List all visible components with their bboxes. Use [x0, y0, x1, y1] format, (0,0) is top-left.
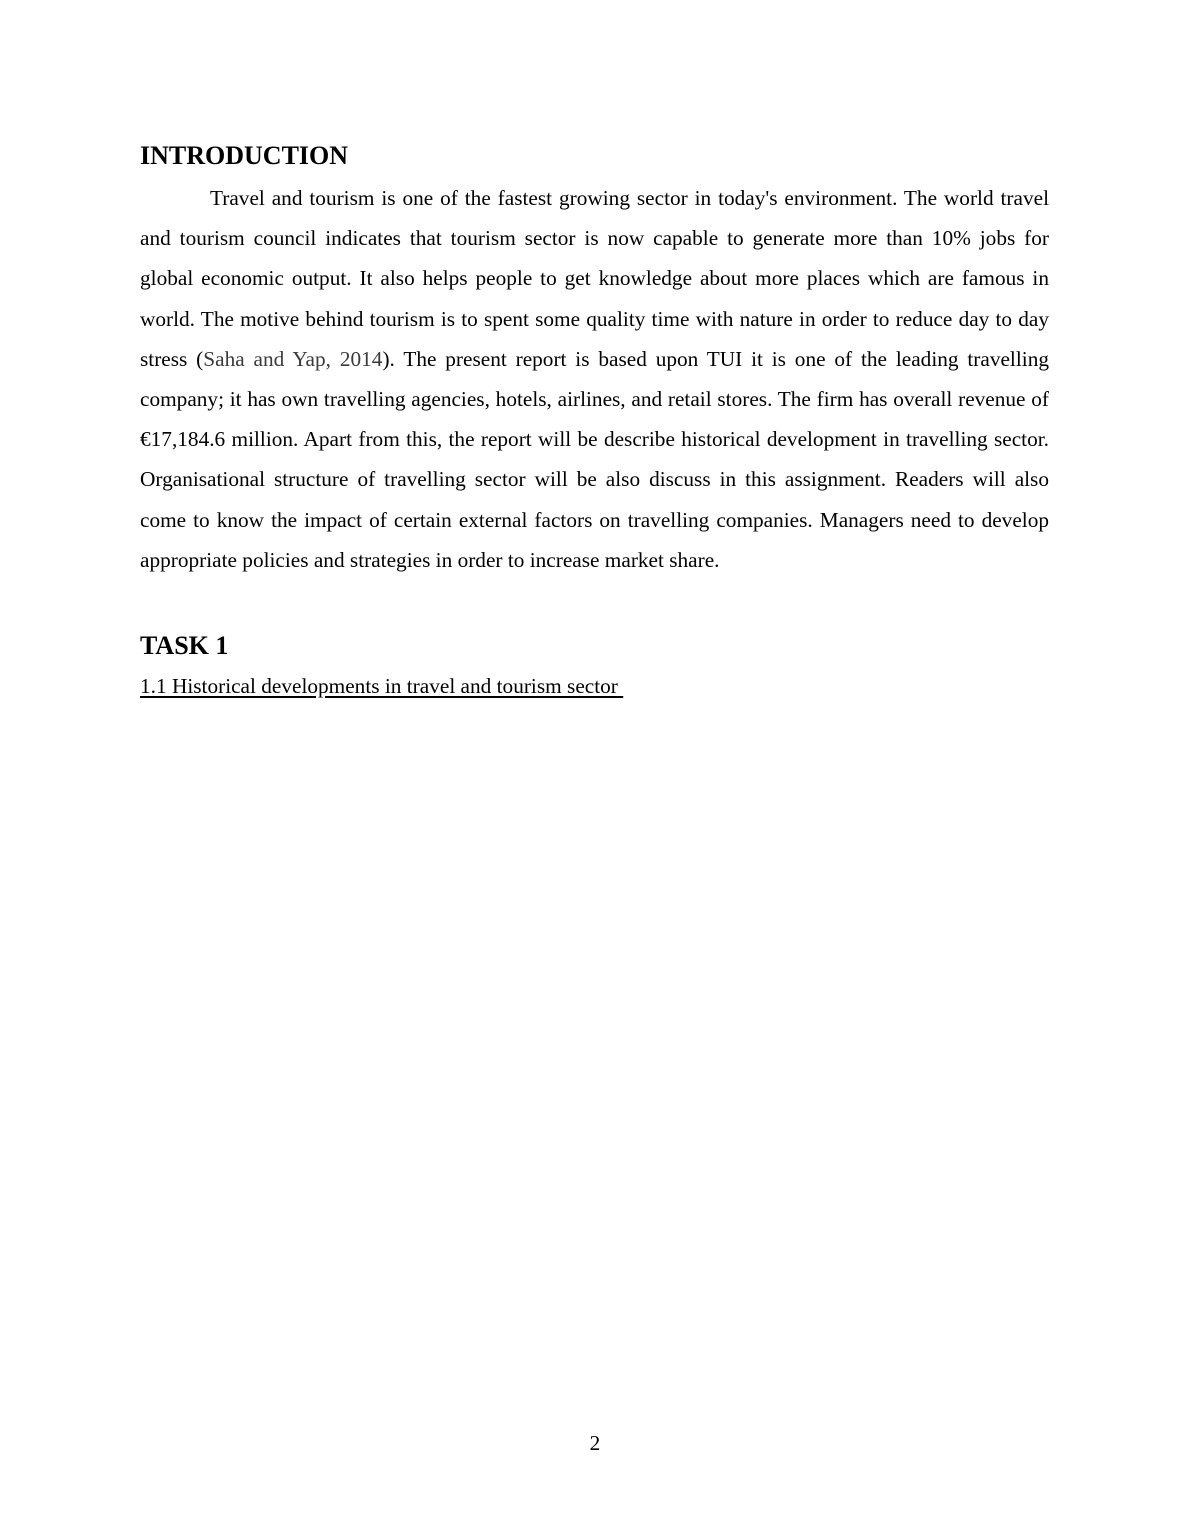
- page-content: [140, 138, 1049, 706]
- intro-text-part-1: Travel and tourism is one of the fastest growing sector in today's environment. The world travel and tourism council indicates that tourism sector is now capable to generate more than 10% jobs for global economic output. It also helps people to get knowledge about more places which are famous in world. The motive behind tourism is to spent some quality time with nature in order to reduce day to day stress (: [140, 186, 1049, 371]
- subsection-heading: [140, 666, 1049, 706]
- citation-link[interactable]: Saha and Yap, 2014: [203, 346, 383, 371]
- page-number: 2: [589, 1431, 601, 1455]
- intro-text-part-2: ). The present report is based upon TUI it is one of the leading travelling company; it has own travelling agencies, hotels, airlines, and retail stores. The firm has overall revenue of €17,184.6 million. Apart from this, the report will be describe historical development in travelling sector. Organisational structure of travelling sector will be also discuss in this assignment. Readers will also come to know the impact of certain external factors on travelling companies. Managers need to develop appropriate policies and strategies in order to increase market share.: [140, 346, 1049, 572]
- task-1-heading: TASK 1: [140, 631, 229, 661]
- subsection-heading-text: 1.1 Historical developments in travel and tourism sector: [140, 674, 624, 699]
- introduction-heading: INTRODUCTION: [140, 141, 349, 170]
- introduction-paragraph: [140, 178, 1049, 580]
